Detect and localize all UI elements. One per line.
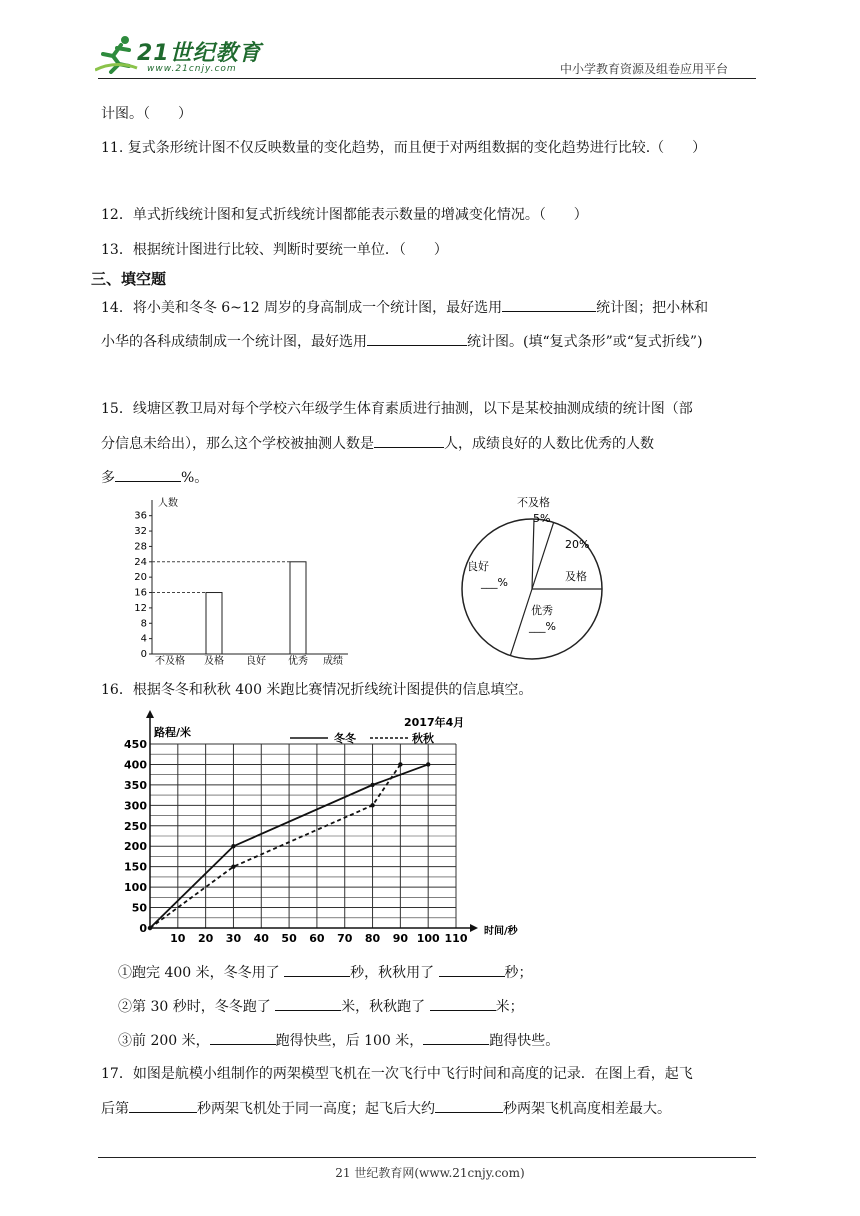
line-x-axis-label: 时间/秒 bbox=[484, 926, 518, 937]
series-point-1-3 bbox=[398, 762, 402, 766]
line-y-tick-label: 450 bbox=[124, 738, 147, 751]
bar-y-tick-label: 32 bbox=[134, 526, 147, 538]
q15-blank-1[interactable] bbox=[374, 433, 444, 448]
q15-text-c: 人，成绩良好的人数比优秀的人数 bbox=[444, 436, 654, 452]
bar-y-tick-label: 12 bbox=[134, 602, 147, 614]
line-x-tick-label: 60 bbox=[309, 932, 325, 945]
line-y-tick-label: 50 bbox=[131, 901, 147, 915]
pie-slice-boundary-start bbox=[532, 519, 534, 589]
bar-y-tick-label: 0 bbox=[140, 649, 147, 660]
q14-blank-2[interactable] bbox=[367, 331, 467, 346]
line-chart-running bbox=[112, 708, 532, 952]
line-y-tick-label: 150 bbox=[124, 860, 147, 874]
pie-value-3: ___% bbox=[481, 576, 508, 589]
q16-1-blank-1[interactable] bbox=[284, 962, 350, 977]
q14-line1 bbox=[101, 297, 708, 318]
pie-label-2: 优秀 bbox=[531, 604, 553, 617]
q14-text-d: 统计图。(填“复式条形”或“复式折线”) bbox=[467, 334, 703, 350]
bar-x-tick-label: 不及格 bbox=[155, 656, 185, 667]
line-x-tick-label: 70 bbox=[337, 932, 353, 945]
line-chart-title: 2017年4月 bbox=[404, 716, 465, 729]
footer-divider bbox=[98, 1157, 756, 1158]
bar-y-tick-label: 16 bbox=[134, 587, 147, 599]
line-y-tick-label: 250 bbox=[124, 819, 147, 833]
legend-label-0: 冬冬 bbox=[334, 732, 356, 745]
q17-text-c: 秒两架飞机处于同一高度；起飞后大约 bbox=[197, 1101, 435, 1117]
pie-value-0: 5% bbox=[533, 512, 551, 525]
line-x-tick-label: 40 bbox=[253, 932, 269, 945]
bar-y-tick-label: 8 bbox=[140, 618, 147, 630]
q15-line3 bbox=[101, 467, 208, 488]
q16-2-text-a: ②第 30 秒时，冬冬跑了 bbox=[118, 999, 271, 1015]
line-x-tick-label: 90 bbox=[392, 932, 409, 945]
footer-text[interactable]: 21 世纪教育网(www.21cnjy.com) bbox=[335, 1166, 525, 1180]
line-x-arrow-icon bbox=[470, 924, 478, 932]
line-y-tick-label: 350 bbox=[124, 778, 147, 792]
line-y-tick-label: 200 bbox=[124, 840, 147, 854]
pie-slice-boundary-0 bbox=[532, 522, 554, 589]
bar-x-tick-label: 良好 bbox=[246, 656, 266, 667]
pie-label-1: 及格 bbox=[565, 570, 587, 583]
line-y-tick-label: 0 bbox=[139, 922, 147, 935]
q16-1-text-b: 秒，秋秋用了 bbox=[350, 965, 435, 981]
site-logo[interactable] bbox=[95, 32, 265, 78]
line-x-tick-label: 20 bbox=[197, 932, 214, 945]
q15-text-e: %。 bbox=[181, 470, 209, 486]
bar-y-tick-label: 24 bbox=[134, 556, 147, 568]
q17-blank-1[interactable] bbox=[129, 1098, 197, 1113]
line-y-tick-label: 400 bbox=[124, 758, 147, 772]
pie-value-1: 20% bbox=[565, 538, 590, 551]
line-x-tick-label: 80 bbox=[364, 932, 381, 945]
q17-line1: 17．如图是航模小组制作的两架模型飞机在一次飞行中飞行时间和高度的记录．在图上看，起飞 bbox=[101, 1066, 693, 1082]
q16-2-text-c: 米； bbox=[495, 999, 524, 1015]
q17-text-b: 后第 bbox=[101, 1101, 129, 1117]
bar-x-tick-label: 优秀 bbox=[288, 656, 308, 667]
bar-y-tick-label: 20 bbox=[134, 572, 147, 584]
bar-y-tick-label: 36 bbox=[134, 510, 147, 522]
series-point-0-2 bbox=[370, 783, 374, 787]
q16-3-text-c: 跑得快些。 bbox=[489, 1033, 560, 1049]
bar-3 bbox=[290, 562, 306, 654]
line-y-axis-label: 路程/米 bbox=[154, 726, 192, 739]
bar-x-axis-label: 成绩 bbox=[323, 656, 343, 667]
line-x-tick-label: 110 bbox=[444, 932, 468, 945]
header-platform-text: 中小学教育资源及组卷应用平台 bbox=[560, 62, 729, 76]
q16-3-blank-1[interactable] bbox=[210, 1030, 276, 1045]
q16-3-blank-2[interactable] bbox=[423, 1030, 489, 1045]
q16-3-text-b: 跑得快些，后 100 米， bbox=[275, 1033, 424, 1049]
series-point-1-1 bbox=[231, 864, 235, 868]
logo-url: www.21cnjy.com bbox=[147, 64, 237, 74]
bar-y-tick-label: 28 bbox=[134, 541, 147, 553]
q16-3-text-a: ③前 200 米， bbox=[118, 1033, 210, 1049]
q17-text-d: 秒两架飞机高度相差最大。 bbox=[503, 1101, 671, 1117]
pie-chart-grades bbox=[455, 492, 615, 662]
bar-y-tick-label: 4 bbox=[140, 633, 147, 645]
q15-text-d: 多 bbox=[101, 470, 115, 486]
line-x-tick-label: 10 bbox=[170, 932, 186, 945]
legend-label-1: 秋秋 bbox=[412, 732, 434, 745]
q15-text-b: 分信息未给出），那么这个学校被抽测人数是 bbox=[101, 436, 374, 452]
line-x-tick-label: 50 bbox=[281, 932, 297, 945]
q16-sub1 bbox=[118, 962, 533, 983]
q16-2-text-b: 米，秋秋跑了 bbox=[341, 999, 426, 1015]
pie-value-2: ___% bbox=[529, 620, 556, 633]
q16-1-blank-2[interactable] bbox=[439, 962, 505, 977]
bar-x-tick-label: 及格 bbox=[204, 656, 224, 667]
line-x-tick-label: 30 bbox=[225, 932, 242, 945]
q14-text-c: 小华的各科成绩制成一个统计图，最好选用 bbox=[101, 334, 367, 350]
q16-1-text-c: 秒； bbox=[504, 965, 533, 981]
logo-text: 21世纪教育 bbox=[137, 41, 262, 66]
series-point-0-1 bbox=[231, 844, 235, 848]
q16-sub2 bbox=[118, 996, 524, 1017]
series-point-0-3 bbox=[426, 762, 430, 766]
line-x-tick-label: 100 bbox=[416, 932, 440, 945]
pie-label-3: 良好 bbox=[467, 560, 489, 573]
q16-1-text-a: ①跑完 400 米，冬冬用了 bbox=[118, 965, 280, 981]
q10-tail: 计图。（ ） bbox=[101, 106, 192, 122]
bar-1 bbox=[206, 593, 222, 654]
q11: 11. 复式条形统计图不仅反映数量的变化趋势，而且便于对两组数据的变化趋势进行比较.（ ） bbox=[101, 140, 707, 156]
q16-sub3 bbox=[118, 1030, 559, 1051]
q15-line2 bbox=[101, 433, 654, 454]
q12: 12．单式折线统计图和复式折线统计图都能表示数量的增减变化情况。（ ） bbox=[101, 207, 588, 223]
section-fill-in-title: 三、填空题 bbox=[91, 270, 167, 288]
pie-label-0: 不及格 bbox=[517, 496, 550, 509]
line-y-tick-label: 100 bbox=[124, 881, 147, 895]
series-point-1-2 bbox=[370, 803, 374, 807]
q15-blank-2[interactable] bbox=[115, 467, 181, 482]
header-divider bbox=[98, 78, 756, 79]
bar-y-axis-label: 人数 bbox=[158, 498, 178, 509]
q13: 13．根据统计图进行比较、判断时要统一单位．（ ） bbox=[101, 242, 448, 258]
series-point-1-0 bbox=[148, 926, 152, 930]
q14-text-b: 统计图；把小林和 bbox=[596, 300, 709, 316]
bar-chart-grades bbox=[118, 494, 368, 674]
q16-2-blank-2[interactable] bbox=[430, 996, 496, 1011]
q17-line2 bbox=[101, 1098, 671, 1119]
line-y-tick-label: 300 bbox=[124, 799, 147, 813]
q14-text-a: 14．将小美和冬冬 6~12 周岁的身高制成一个统计图，最好选用 bbox=[101, 300, 503, 316]
q17-blank-2[interactable] bbox=[435, 1098, 503, 1113]
line-y-arrow-icon bbox=[146, 710, 154, 718]
runner-logo-icon bbox=[95, 34, 139, 74]
q16-2-blank-1[interactable] bbox=[275, 996, 341, 1011]
q14-blank-1[interactable] bbox=[502, 297, 596, 312]
q15-line1: 15．线塘区教卫局对每个学校六年级学生体育素质进行抽测，以下是某校抽测成绩的统计图（部 bbox=[101, 401, 693, 417]
q16-text: 16．根据冬冬和秋秋 400 米跑比赛情况折线统计图提供的信息填空。 bbox=[101, 682, 533, 698]
q14-line2 bbox=[101, 331, 703, 352]
